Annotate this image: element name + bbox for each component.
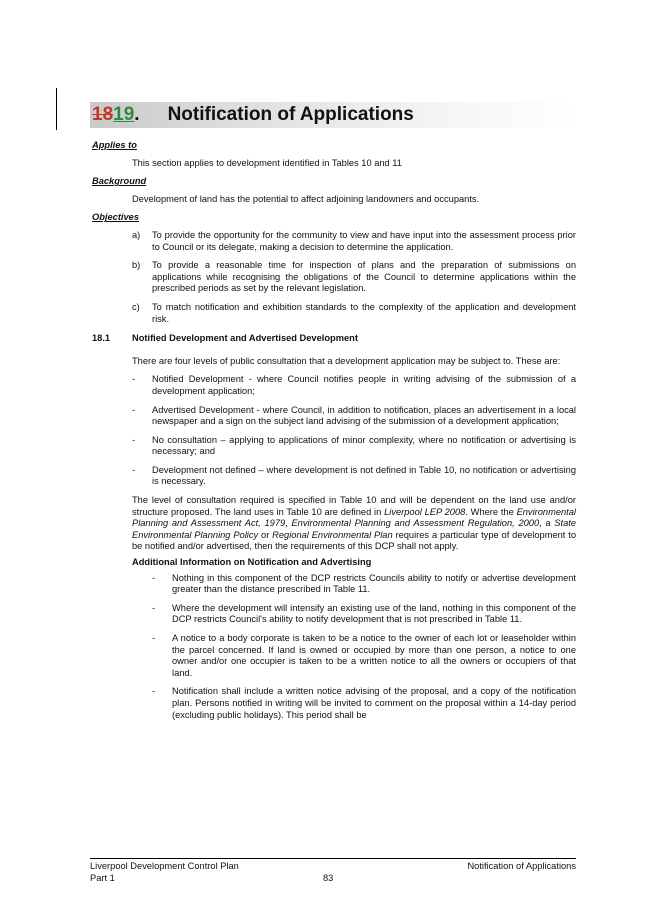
objective-text: To provide a reasonable time for inspection of plans and the preparation of submissions on applications while recognising the obligations of the Council to determine applications within the prescribed periods as set by the relevant legislation. bbox=[152, 260, 576, 294]
list-marker: a) bbox=[132, 229, 141, 240]
change-bar bbox=[56, 88, 57, 130]
applies-to-text: This section applies to development identified in Tables 10 and 11 bbox=[132, 157, 402, 168]
footer-document-title: Liverpool Development Control Plan bbox=[90, 861, 239, 871]
list-marker: - bbox=[152, 602, 156, 613]
list-item-text: Advertised Development - where Council, in addition to notification, places an advertisement in a local newspaper and a sign on the subject land advising of the submission of a development application; bbox=[152, 404, 576, 427]
consultation-paragraph bbox=[132, 495, 576, 553]
list-item bbox=[92, 686, 576, 721]
list-marker: b) bbox=[132, 260, 141, 271]
sepp-reference: State Environmental Planning Policy bbox=[132, 518, 577, 540]
paragraph-text: The level of consultation required is specified in Table 10 and will be dependent on the land use and/or structure proposed. The land uses in Table 10 are defined in bbox=[132, 495, 576, 517]
footer-rule bbox=[90, 858, 576, 859]
list-item bbox=[92, 465, 576, 488]
list-marker: - bbox=[152, 686, 156, 697]
objectives-heading: Objectives bbox=[92, 212, 140, 223]
list-item-text: Where the development will intensify an existing use of the land, nothing in this component of the DCP restricts Council's ability to notify development that is not prescribed in Table 11. bbox=[172, 602, 576, 625]
list-item-text: Notification shall include a written notice advising of the proposal, and a copy of the notification plan. Persons notified in writing will be invited to comment on the proposal within a 14-day period (excluding public holidays). This period shall be bbox=[172, 686, 576, 720]
paragraph-text: , a bbox=[539, 518, 555, 529]
paragraph-text: or bbox=[258, 529, 273, 540]
footer-section-title: Notification of Applications bbox=[467, 861, 576, 871]
additional-info-list bbox=[92, 573, 576, 722]
heading-title-text: Notification of Applications bbox=[167, 104, 414, 125]
list-item-text: A notice to a body corporate is taken to be a notice to the owner of each lot or leaseholder within the parcel concerned. If land is owned or occupied by more than one person, a notice to one owner and/or one occupier is taken to be a written notice to all the owners or occupiers of that land. bbox=[172, 633, 576, 678]
consultation-levels-list bbox=[92, 374, 576, 488]
document-body bbox=[92, 140, 576, 728]
heading-dot: . bbox=[134, 104, 140, 125]
list-item-text: Development not defined – where development is not defined in Table 10, no notification or advertising is necessary. bbox=[152, 464, 576, 487]
deleted-section-number: 18 bbox=[92, 104, 114, 125]
list-marker: - bbox=[132, 374, 136, 385]
background-heading: Background bbox=[92, 176, 147, 187]
list-item bbox=[92, 435, 576, 458]
list-item-text: No consultation – applying to applications of minor complexity, where no notification or advertising is necessary; and bbox=[152, 434, 576, 457]
page-number: 83 bbox=[323, 873, 334, 883]
objective-text: To match notification and exhibition standards to the complexity of the application and development risk. bbox=[152, 301, 576, 324]
objectives-list bbox=[92, 230, 576, 325]
list-item-text: Nothing in this component of the DCP restricts Councils ability to notify or advertise development greater than the distance prescribed in Table 11. bbox=[172, 572, 576, 595]
act-reference: Environmental Planning and Assessment Act, 1979 bbox=[132, 506, 576, 529]
paragraph-text: , bbox=[285, 518, 292, 529]
paragraph-text: . Where the bbox=[465, 506, 517, 517]
list-marker: - bbox=[132, 434, 136, 445]
list-marker: - bbox=[152, 572, 156, 583]
section-number: 18.1 bbox=[92, 333, 111, 344]
paragraph-text: requires a particular type of development to be notified and/or advertised, then the requirements of this DCP shall not apply. bbox=[132, 529, 576, 552]
objective-item bbox=[92, 260, 576, 295]
objective-text: To provide the opportunity for the community to view and have input into the assessment process prior to Council or its delegate, making a decision to determine the application. bbox=[152, 229, 576, 252]
page-title bbox=[92, 103, 414, 127]
list-item bbox=[92, 633, 576, 679]
section-heading bbox=[92, 333, 576, 345]
rep-reference: Regional Environmental Plan bbox=[272, 529, 393, 540]
list-item bbox=[92, 374, 576, 397]
list-item bbox=[92, 573, 576, 596]
list-marker: c) bbox=[132, 301, 140, 312]
list-marker: - bbox=[132, 404, 136, 415]
list-item bbox=[92, 603, 576, 626]
inserted-section-number: 19 bbox=[113, 104, 135, 125]
objective-item bbox=[92, 230, 576, 253]
additional-info-heading: Additional Information on Notification and Advertising bbox=[132, 557, 372, 568]
list-item bbox=[92, 405, 576, 428]
footer-part: Part 1 bbox=[90, 873, 115, 883]
regulation-reference: Environmental Planning and Assessment Regulation, 2000 bbox=[291, 518, 540, 529]
section-intro: There are four levels of public consultation that a development application may be subject to. These are: bbox=[132, 355, 561, 366]
lep-reference: Liverpool LEP 2008 bbox=[384, 506, 466, 517]
background-text: Development of land has the potential to affect adjoining landowners and occupants. bbox=[132, 193, 480, 204]
list-marker: - bbox=[152, 633, 156, 643]
list-item-text: Notified Development - where Council notifies people in writing advising of the submission of a development application; bbox=[152, 374, 576, 396]
list-marker: - bbox=[132, 464, 136, 475]
section-title: Notified Development and Advertised Development bbox=[132, 333, 358, 344]
applies-to-heading: Applies to bbox=[92, 140, 137, 150]
objective-item bbox=[92, 302, 576, 325]
